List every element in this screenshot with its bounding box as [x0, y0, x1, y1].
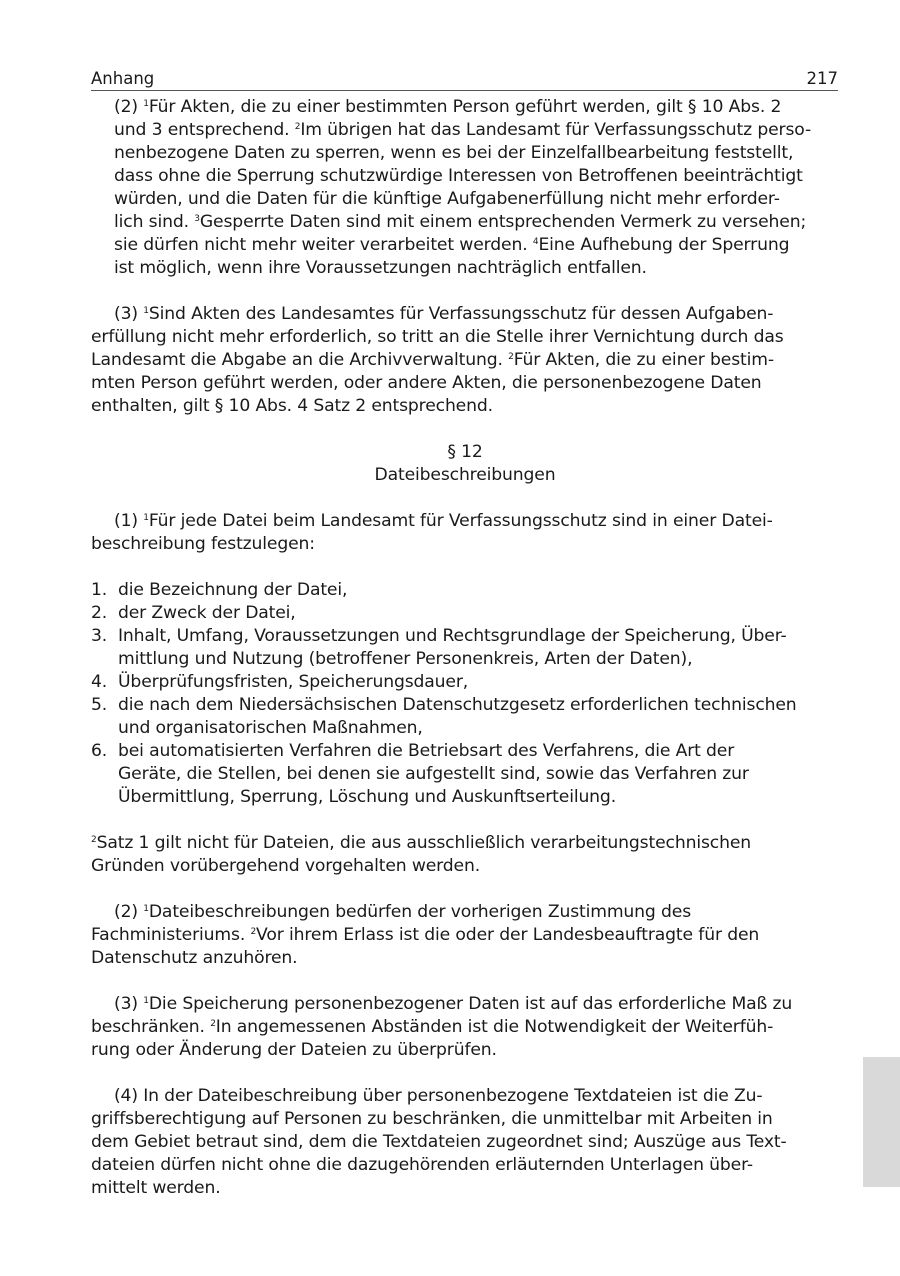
text-line: Inhalt, Umfang, Voraussetzungen und Rechtsgrundlage der Speicherung, Über- [118, 626, 787, 646]
text-line: erfüllung nicht mehr erforderlich, so tritt an die Stelle ihrer Vernichtung durch das [91, 327, 784, 347]
list-number: 3. [91, 626, 108, 646]
paragraph-2-zustimmung [91, 901, 839, 970]
list-item [91, 579, 839, 602]
list-number: 5. [91, 695, 108, 715]
list-item [91, 740, 839, 809]
text-line: bei automatisierten Verfahren die Betriebsart des Verfahrens, die Art der [118, 741, 735, 761]
paragraph-3-archiv [91, 303, 839, 418]
text-line: Übermittlung, Sperrung, Löschung und Auskunftserteilung. [118, 787, 617, 807]
text-line: und organisatorischen Maßnahmen, [118, 718, 423, 738]
text-line: mten Person geführt werden, oder andere Akten, die personenbezogene Daten [91, 373, 762, 393]
text-line: (4) In der Dateibeschreibung über personenbezogene Textdateien ist die Zu- [114, 1086, 763, 1106]
text-line: sie dürfen nicht mehr weiter verarbeitet werden. $^4$Eine Aufhebung der Sperrung [114, 235, 790, 255]
list-item [91, 602, 839, 625]
text-line: mittelt werden. [91, 1178, 221, 1198]
text-line: lich sind. $^3$Gesperrte Daten sind mit einem entsprechenden Vermerk zu versehen; [114, 212, 807, 232]
paragraph-2-akten [91, 96, 839, 280]
section-number: § 12 [447, 442, 483, 462]
text-line: Gründen vorübergehend vorgehalten werden. [91, 856, 481, 876]
text-line: und 3 entsprechend. $^2$Im übrigen hat das Landesamt für Verfassungsschutz perso- [114, 120, 812, 140]
text-line: (1) $^1$Für jede Datei beim Landesamt für Verfassungsschutz sind in einer Datei- [114, 511, 773, 531]
text-line: würden, und die Daten für die künftige Aufgabenerfüllung nicht mehr erforder- [114, 189, 780, 209]
page-number: 217 [806, 69, 838, 88]
text-line: Geräte, die Stellen, bei denen sie aufgestellt sind, sowie das Verfahren zur [118, 764, 749, 784]
list-item [91, 671, 839, 694]
list-number: 4. [91, 672, 108, 692]
list-number: 1. [91, 580, 108, 600]
running-header [91, 68, 838, 91]
text-line: dass ohne die Sperrung schutzwürdige Interessen von Betroffenen beeinträchtigt [114, 166, 803, 186]
text-line: $^2$Satz 1 gilt nicht für Dateien, die aus ausschließlich verarbeitungstechnischen [91, 833, 752, 853]
header-section-title: Anhang [91, 69, 155, 88]
paragraph-1-dateibeschreibung [91, 510, 839, 556]
list-item [91, 625, 839, 671]
text-line: (2) $^1$Dateibeschreibungen bedürfen der vorherigen Zustimmung des [114, 902, 692, 922]
text-line: (3) $^1$Sind Akten des Landesamtes für Verfassungsschutz für dessen Aufgaben- [114, 304, 774, 324]
text-line: (2) $^1$Für Akten, die zu einer bestimmten Person geführt werden, gilt § 10 Abs. 2 [114, 97, 782, 117]
numbered-list [91, 579, 839, 809]
paragraph-3-speicherung [91, 993, 839, 1062]
text-line: Landesamt die Abgabe an die Archivverwaltung. $^2$Für Akten, die zu einer bestim- [91, 350, 774, 370]
text-line: die nach dem Niedersächsischen Datenschutzgesetz erforderlichen technischen [118, 695, 797, 715]
text-line: ist möglich, wenn ihre Voraussetzungen nachträglich entfallen. [114, 258, 647, 278]
list-item [91, 694, 839, 740]
text-line: rung oder Änderung der Dateien zu überprüfen. [91, 1040, 497, 1060]
text-line: dateien dürfen nicht ohne die dazugehörenden erläuternden Unterlagen über- [91, 1155, 753, 1175]
text-line: enthalten, gilt § 10 Abs. 4 Satz 2 entsprechend. [91, 396, 493, 416]
list-number: 6. [91, 741, 108, 761]
text-line: beschreibung festzulegen: [91, 534, 315, 554]
paragraph-4-textdateien [91, 1085, 839, 1200]
paragraph-satz-1-exception [91, 832, 839, 878]
text-line: Datenschutz anzuhören. [91, 948, 298, 968]
text-line: beschränken. $^2$In angemessenen Abständen ist die Notwendigkeit der Weiterfüh- [91, 1017, 774, 1037]
page-body [91, 96, 839, 1200]
text-line: griffsberechtigung auf Personen zu beschränken, die unmittelbar mit Arbeiten in [91, 1109, 773, 1129]
text-line: die Bezeichnung der Datei, [118, 580, 348, 600]
text-line: (3) $^1$Die Speicherung personenbezogener Daten ist auf das erforderliche Maß zu [114, 994, 793, 1014]
section-heading [91, 441, 839, 487]
text-line: Überprüfungsfristen, Speicherungsdauer, [118, 672, 469, 692]
text-line: der Zweck der Datei, [118, 603, 296, 623]
text-line: nenbezogene Daten zu sperren, wenn es bei der Einzelfallbearbeitung feststellt, [114, 143, 794, 163]
chapter-thumb-tab [863, 1057, 900, 1187]
text-line: dem Gebiet betraut sind, dem die Textdateien zugeordnet sind; Auszüge aus Text- [91, 1132, 787, 1152]
text-line: mittlung und Nutzung (betroffener Personenkreis, Arten der Daten), [118, 649, 693, 669]
text-line: Fachministeriums. $^2$Vor ihrem Erlass ist die oder der Landesbeauftragte für den [91, 925, 760, 945]
list-number: 2. [91, 603, 108, 623]
section-title: Dateibeschreibungen [374, 465, 556, 485]
